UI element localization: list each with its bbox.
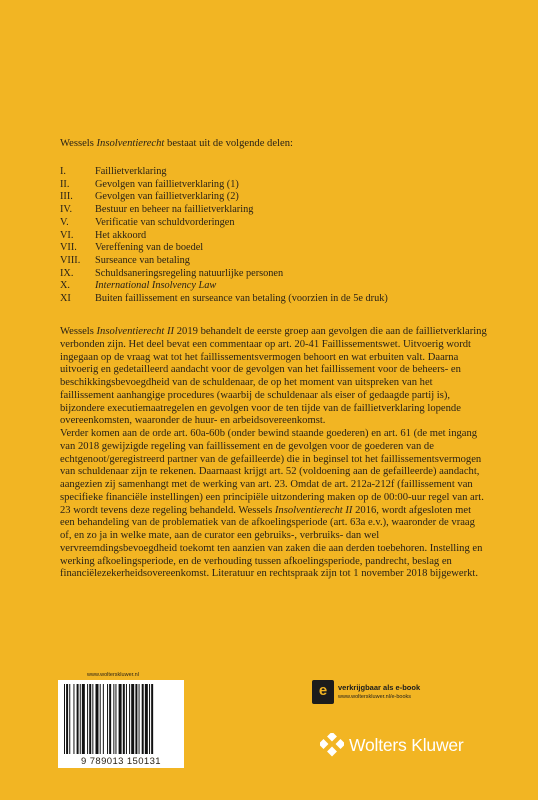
- barcode-bar: [129, 684, 130, 754]
- barcode-bar: [89, 684, 91, 754]
- barcode-bar: [131, 684, 134, 754]
- part-title: Bestuur en beheer na faillietverklaring: [95, 204, 254, 216]
- part-number: XI: [60, 293, 71, 305]
- barcode-bar: [113, 684, 114, 754]
- part-item: [60, 255, 510, 268]
- description: [60, 326, 488, 581]
- part-item: [60, 280, 510, 293]
- part-item: [60, 191, 510, 204]
- part-title: Het akkoord: [95, 229, 147, 241]
- barcode-bar: [109, 684, 111, 754]
- isbn-digits: 9 789013 150131: [58, 756, 184, 768]
- barcode-bar: [115, 684, 116, 754]
- part-title: Surseance van betaling: [95, 254, 190, 266]
- barcode-bar: [119, 684, 122, 754]
- brand-name: Wolters Kluwer: [349, 735, 464, 755]
- paragraph-1: Wessels Insolventierecht II 2019 behandelt de eerste groep aan gevolgen die aan de faillietverklaring verbonden zijn. Het deel bevat een commentaar op art. 20-41 Faillissementswet. Uitvoerig wordt ingegaan op de vraag wat tot het faillissementsvermogen behoort en wat erbuiten valt. Daarna uitvoerig en gedetailleerd aandacht voor de gevolgen van het faillissement voor de beheers- en beschikkingsbevoegdheid van de schuldenaar, de op het moment van uitspreken van het faillissement aanhangige procedures (waarbij de schuldenaar als eiser of gedaagde partij is), bijzondere executiemaatregelen en gevolgen voor de ten tijde van de faillietverklaring lopende overeenkomsten, waaronder de huur- en arbeidsovereenkomst.: [60, 326, 487, 427]
- ebook-url: www.wolterskluwer.nl/e-books: [338, 694, 412, 700]
- paragraph-2: Verder komen aan de orde art. 60a-60b (onder bewind staande goederen) en art. 61 (de met ingang van 2018 gewijzigde regeling van faillissement en de gevolgen voor de goederen van de echtgenoot/geregistreerd partner van de gefailleerde) die in beginsel tot het faillissementsvermogen van schuldenaar zijn te rekenen. Daarnaast krijgt art. 52 (voldoening aan de gefailleerde) aandacht, aangezien zij samenhangt met de werking van art. 23. Omdat de art. 212a-212f (faillissement van specifieke financiële instellingen) een principiële uitzondering maken op de 00:00-uur regel van art. 23 wordt tevens deze regeling behandeld. Wessels Insolventierecht II 2016, wordt afgesloten met een behandeling van de problematiek van de afkoelingsperiode (art. 63a e.v.), waaronder de vraag of, en zo ja in welke mate, aan de curator een gebruiks-, verbruiks- dan wel vervreemdingsbevoegdheid toekomt ten aanzien van zaken die aan derden toebehoren. Instelling en werking afkoelingsperiode, en de verhouding tussen afkoelingsperiode, pandrecht, beslag en financiëlezekerheidsovereenkomst. Literatuur en rechtspraak zijn tot 1 november 2018 bijgewerkt.: [60, 428, 484, 580]
- barcode-bar: [77, 684, 79, 754]
- barcode-bar: [100, 684, 101, 754]
- barcode-bar: [123, 684, 125, 754]
- barcode-bars: [58, 680, 184, 758]
- barcode-bar: [73, 684, 74, 754]
- barcode-bar: [82, 684, 85, 754]
- part-number: VI.: [60, 229, 74, 241]
- barcode-bar: [103, 684, 104, 754]
- ebook-title: verkrijgbaar als e-book: [338, 683, 421, 692]
- part-title: Schuldsaneringsregeling natuurlijke personen: [95, 267, 284, 279]
- barcode-bar: [87, 684, 88, 754]
- isbn-barcode: [58, 680, 184, 758]
- barcode-bar: [145, 684, 148, 754]
- part-number: I.: [60, 166, 67, 177]
- part-number: V.: [60, 216, 69, 228]
- part-item: [60, 166, 510, 179]
- e-book-icon: e: [312, 680, 334, 704]
- part-number: II.: [60, 178, 70, 190]
- wolters-kluwer-logo-icon: [320, 733, 344, 757]
- intro-before: Wessels: [60, 138, 97, 149]
- part-number: X.: [60, 280, 71, 292]
- part-title: International Insolvency Law: [95, 280, 217, 292]
- barcode-bar: [135, 684, 137, 754]
- barcode-bar: [92, 684, 93, 754]
- barcode-bar: [149, 684, 150, 754]
- part-number: VIII.: [60, 254, 81, 266]
- intro-after: bestaat uit de volgende delen:: [164, 138, 293, 149]
- part-title: Faillietverklaring: [95, 166, 167, 177]
- part-item: [60, 293, 510, 306]
- part-item: [60, 179, 510, 192]
- barcode-bar: [107, 684, 108, 754]
- part-item: [60, 268, 510, 281]
- part-title: Gevolgen van faillietverklaring (1): [95, 178, 239, 190]
- barcode-bar: [66, 684, 68, 754]
- intro-line: [60, 137, 500, 150]
- part-number: IX.: [60, 267, 74, 279]
- part-item: [60, 230, 510, 243]
- part-title: Vereffening van de boedel: [95, 242, 204, 254]
- part-number: IV.: [60, 204, 73, 216]
- part-item: [60, 204, 510, 217]
- barcode-bar: [139, 684, 140, 754]
- barcode-bar: [126, 684, 127, 754]
- barcode-bar: [69, 684, 70, 754]
- barcode-bar: [142, 684, 144, 754]
- part-title: Gevolgen van faillietverklaring (2): [95, 191, 239, 203]
- publisher-url: www.wolterskluwer.nl: [87, 672, 139, 678]
- part-number: III.: [60, 191, 73, 203]
- series-title: Insolventierecht: [96, 138, 165, 149]
- part-number: VII.: [60, 242, 77, 254]
- part-title: Buiten faillissement en surseance van betaling (voorzien in de 5e druk): [95, 293, 388, 305]
- part-title: Verificatie van schuldvorderingen: [95, 216, 235, 228]
- barcode-bar: [64, 684, 65, 754]
- part-item: [60, 217, 510, 230]
- barcode-bar: [96, 684, 99, 754]
- parts-list: [60, 166, 510, 306]
- part-item: [60, 242, 510, 255]
- barcode-bar: [151, 684, 153, 754]
- barcode-bar: [80, 684, 81, 754]
